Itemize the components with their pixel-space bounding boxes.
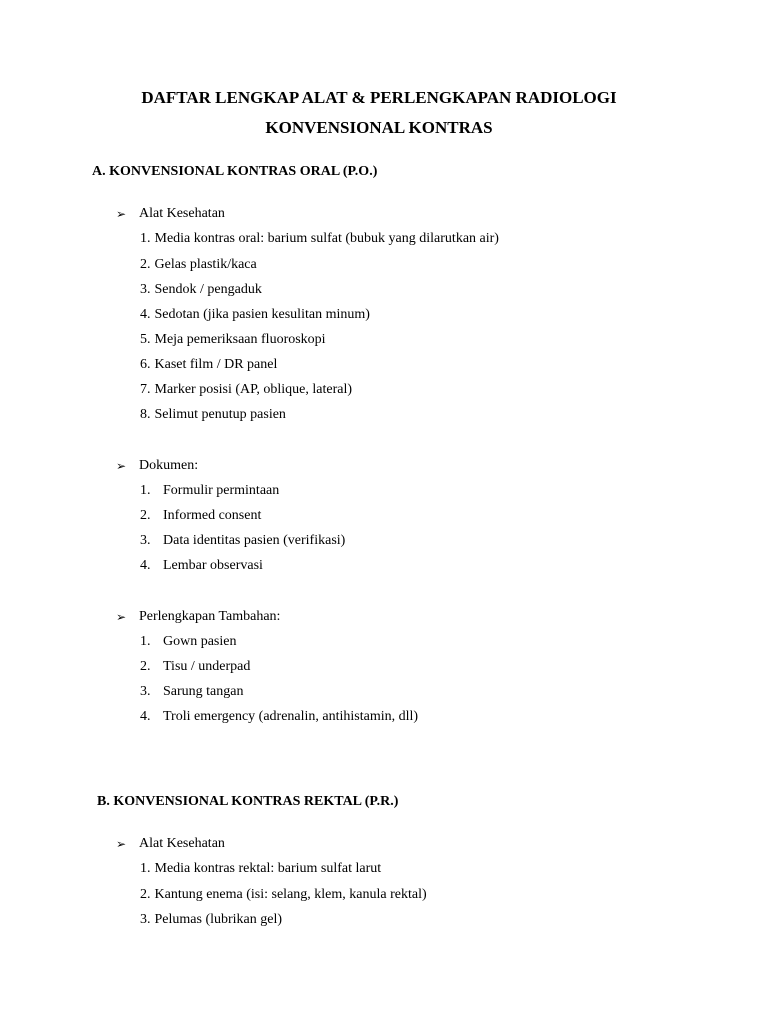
group-perlengkapan-tambahan [116, 608, 280, 626]
document-title-line-1: DAFTAR LENGKAP ALAT & PERLENGKAPAN RADIOLOGI [141, 88, 617, 107]
section-b-heading: B. KONVENSIONAL KONTRAS REKTAL (P.R.) [97, 794, 399, 809]
list-item: 3. Sendok / pengaduk [140, 282, 262, 297]
section-a-heading: A. KONVENSIONAL KONTRAS ORAL (P.O.) [92, 164, 378, 179]
list-item: 1. Media kontras rektal: barium sulfat larut [140, 861, 382, 876]
list-item: 5. Meja pemeriksaan fluoroskopi [140, 332, 326, 347]
group-label: Perlengkapan Tambahan: [139, 609, 281, 624]
list-item: 4. Lembar observasi [140, 558, 263, 573]
list-item: 3. Pelumas (lubrikan gel) [140, 912, 283, 927]
group-alat-kesehatan-b [116, 835, 225, 853]
list-item: 6. Kaset film / DR panel [140, 357, 278, 372]
document-title-line-2: KONVENSIONAL KONTRAS [265, 118, 493, 137]
group-label: Dokumen: [139, 458, 199, 473]
list-item: 2. Informed consent [140, 508, 262, 523]
list-item: 4. Sedotan (jika pasien kesulitan minum) [140, 307, 370, 322]
group-alat-kesehatan-a [116, 205, 225, 223]
list-item: 8. Selimut penutup pasien [140, 407, 286, 422]
group-label: Alat Kesehatan [139, 836, 225, 851]
list-item: 2. Kantung enema (isi: selang, klem, kanula rektal) [140, 887, 427, 902]
list-item: 4. Troli emergency (adrenalin, antihistamin, dll) [140, 709, 419, 724]
group-dokumen [116, 457, 198, 475]
list-item: 2. Gelas plastik/kaca [140, 257, 257, 272]
list-item: 1. Media kontras oral: barium sulfat (bubuk yang dilarutkan air) [140, 231, 499, 246]
arrow-bullet-icon: ➢ [116, 207, 127, 221]
list-item: 3. Data identitas pasien (verifikasi) [140, 533, 346, 548]
arrow-bullet-icon: ➢ [116, 459, 127, 473]
arrow-bullet-icon: ➢ [116, 837, 127, 851]
list-item: 3. Sarung tangan [140, 684, 244, 699]
list-item: 1. Formulir permintaan [140, 483, 280, 498]
list-item: 7. Marker posisi (AP, oblique, lateral) [140, 382, 353, 397]
group-label: Alat Kesehatan [139, 206, 225, 221]
arrow-bullet-icon: ➢ [116, 610, 127, 624]
list-item: 1. Gown pasien [140, 634, 237, 649]
list-item: 2. Tisu / underpad [140, 659, 251, 674]
